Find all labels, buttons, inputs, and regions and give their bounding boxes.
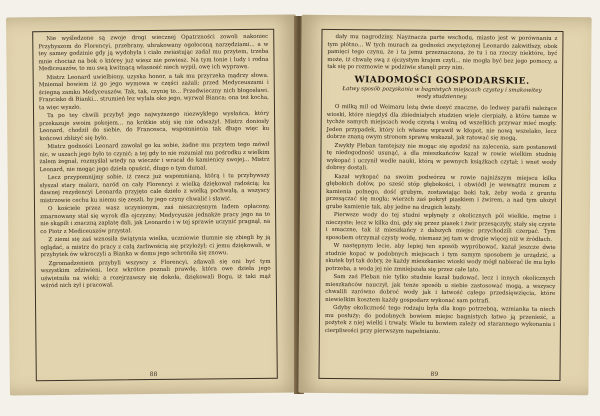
- left-page-body: [33, 30, 276, 296]
- left-paragraph: O kościele przez wasz uczynionym, zaś nieszczęsnym ładem opłacony, zmarnowany stał się wyrok dla ojczyzny; Medycyusze jednakże pracy jego na to nie skąpili i znaczną zapłatę dali, jak Leonardo i w tej sprawie uczynić pragnął, na co Piotr z Mediceuszów przystał.: [40, 203, 271, 235]
- left-page-number: 88: [149, 370, 158, 379]
- right-paragraph: W następnym lecie, aby lepiej ten sposób wypróbować, kazał jeszcze dwie studnie kopać w podobnych miejscach i tym samym sposobem je urządzić, a skutek był tak dobry, że każdy mieszkaniec wioski wody mógł nabierać ile mu było potrzeba, a woda jej nie zmniejszała się przez całe lato.: [325, 243, 556, 273]
- right-page: [298, 15, 591, 396]
- right-paragraph: O milką mil od Weimaru leżą dwie dosyć znaczne, do ledwey parafii należące wioski, które niegdyś dla zbiedniałych studzien wiele cierpiały, a które tamże w tychże samych miejscach wodę czystą i wolną od wszelkich przywar mieć mogły. Jeden przypadek, który ich własne wprawił w kłopot, nie nową wszelako, lecz dobrze znaną owym stronom sprawą wskazał, jak ratować się mogą.: [326, 104, 557, 142]
- right-paragraph: Zwykły Pleban tamtejszy nie mogąc się zgodzić na zalecenia, sam postanowił tę niedogodność usunąć, a dla mieszkańców kazał w rowie wielkim studnię wykopać i uczynił wedle nauki, którą w pewnych książkach czytał; i wnet wody dobrey dostali.: [326, 142, 557, 172]
- left-page-text-frame: [32, 29, 278, 382]
- left-paragraph: Mistrz Leonard uwielbiony, uzyska honor, a tak mu przyrzeka mądrzy słowa. Mniemał bowiem iż go jego wymowa w części zażali; przed Medyceuszami i ściegną zamku Medyceuszów. Tak, tak, czynię to... Przedwieczny nich błogosławi. Francisko di Bianki... strumień łez wylała oko jego, wyrwał Bianca; ona też kocha, ta więc wyszło.: [38, 72, 269, 111]
- section-heading: WIADOMOŚCI GOSPODARSKIE.: [354, 74, 530, 87]
- left-paragraph: Ta po tey chwili przybył jego najwyższego niezwykłego wysłańca, który przekazuje swoim pokojem... na krótkie stój się nie odważył. Mistrz doniosły Leonard, chodził do siebie, do Francesca, wspomnienia tak długo więc ku końcowi zbliżyć się było.: [39, 110, 270, 142]
- left-paragraph: Mistrz godności Leonard zawołał go ku sobie, żadne mu przytem tego mówił nic, w uszach jego było to czynić; a tej gdy to nie rozumiał mu pośrodku z wielkim żalem żegnał, rozmyślał wtedy na wieczór i wracał do kamienicy swojej... Mistrz Leonard, nie mogąc jego dzieła opuścić, długo o tym dumał.: [39, 141, 270, 173]
- right-page-body: [320, 30, 563, 342]
- right-page-text-frame: [318, 29, 563, 381]
- right-paragraph: Gdyby okoliczność tego rodzaju była dla kogo potrzebną, wzmianka ta niech mu posłuży; do podobnych bowiem miejsc bagnistych łatwo ją przenieść, a pożytek z niej wielki i trwały. Wiele tu bowiem zależy od starannego wykonania i cierpliwości przy pierwszym napełnianiu.: [324, 305, 556, 335]
- right-paragraph: Sam zaś Pleban nie tylko studnie kazał budować, lecz i innych okolicznych mieszkańców nauczył, jak tenże sposób u siebie zastosować mogą, a wszyscy chwalili zarówno dobroć wody jak i łatwość całego przedsięwzięcia, które niewielkim kosztem każdy gospodarz wykonać sam potrafi.: [325, 274, 556, 304]
- open-book: [8, 6, 592, 408]
- section-subtitle: Łatwy sposób pozyskania w bagnistych miejscach czystey i smakowitey wody studzienney.: [342, 86, 542, 101]
- right-page-number: 89: [430, 370, 439, 378]
- left-paragraph: Lecz przypomnijmy sobie, iż rzecz już wspomnianą, którą i tu przybywszy słyszał stary malarz, naród on cały Florencyi z wielką dziękował radością; ku dawnej rezydencyi Leonarda przyjęto całe dzieło z wielką pochwałą, a wszyscy mistrzowie cechu ku niemu się zeszli, by jego czyny chwalić i sławić.: [39, 172, 270, 204]
- left-paragraph: Z ziemi się zaś wznosiła świątynia wielka, uczniowie tłumnie się zbiegli by ją oglądać, a mistrz do pracy z całą żarliwością się przyłożył; ci jemu dziękowali, w przybytek ów wkroczyli a Bianka w domu jego schroniła się znowu.: [40, 234, 271, 259]
- right-intro-paragraph: dały mu nagrodziny. Nayznacza parte wschodu, miasto jest w porównaniu z tym płótno... W tych murach za godności zwyciężonej Leonardo zakwitłszy, obok pamięci tego czynu, że i ta jemu przeznaczona, że tu i na rzeczy niektóre, być może, iż chwałę swą z ojczystym krajem czyli... nie mogła być bez jego pomocy, a tak się po rozmowie w podziwie stanęli przy nim.: [327, 34, 558, 72]
- right-paragraph: Kazał wykopać na swoim podwórzu w rowie najniższym miejscu kilka głębokich dołów, po sześć stóp głębokości, i obwiódł je wewnątrz murem z kamienia polnego, dość grubym, zostawiając boki tak, żeby woda z gruntu przesączać się mogła; wierzch zaś pokrył piaskiem i żwirem, a nad tym ułożył grube kamienie tak, aby jedne na drugich leżały.: [325, 173, 557, 211]
- left-page: [6, 14, 300, 395]
- right-paragraph: Pierwsze wody do tej studni wpłynęły z okolicznych pól wielkie, mętne i nieczyste; lecz w kilka dni, gdy się przez piasek i żwir przesączyły, stały się czyste i smaczne, tak iż mieszkańcy z dalszych miejsc przychodzili czerpać. Tym sposobem otrzymał czysty wodę, niemasz jej tam w drogie więcej niż w źródłach.: [325, 212, 556, 243]
- left-paragraph: Nie wyśledzone są zwoje drogi wiecznej Opatrzności zowoli nakoniec Przybyszom do Florencyi, przebrany, ubrakowany ogołoconą narzędziami... a w tey samey godzinie gdy ją wydobyła i ciało zwiastując zadał mu przytem, trzeba mnie chociaż na bok o którey już wiesz nie powiesz. Na tym łonie i ludy i rodna Mediceuszów, to mu swą kwitnącą własność niech wypił, owę ich wyprawę.: [38, 33, 269, 73]
- left-paragraph: Zgromadzeniem przybyli wszyscy z Florencyi, zdawali się oni być tym wszystkim zdziwieni, lecz wkrótce poznali prawdę, która owe dzieła jego uświetniła na wieki; a rozejrzawszy się dokoła, dziękowali Bogu, iż taki mąż wśród nich żył i pracował.: [40, 258, 271, 290]
